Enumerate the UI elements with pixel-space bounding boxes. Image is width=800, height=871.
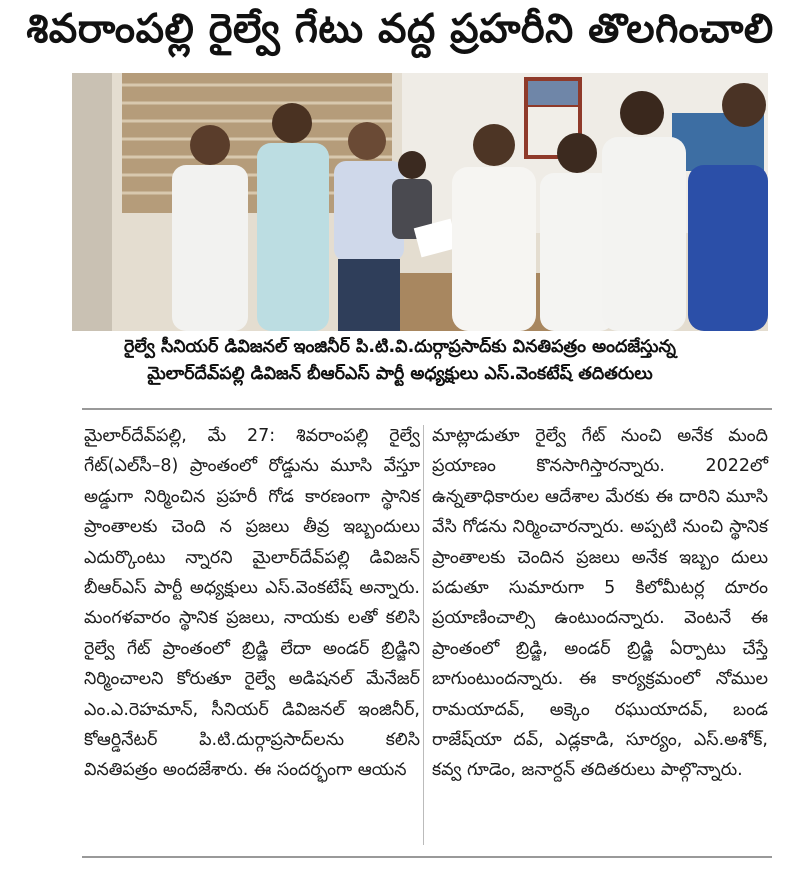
article-body-column-1: మైలార్‌దేవ్‌పల్లి, మే 27: శివరాంపల్లి రైల్వే గేట్(ఎల్‌సీ–8) ప్రాంతంలో రోడ్డును మూసి వేస్తూ అడ్డుగా నిర్మించిన ప్రహరీ గోడ కారణంగా స్థానిక ప్రాంతాలకు చెంది న ప్రజలు తీవ్ర ఇబ్బందులు ఎదుర్కొంటు న్నారని మైలార్‌దేవ్‌పల్లి డివిజన్ బీఆర్ఎస్ పార్టీ అధ్యక్షులు ఎస్.వెంకటేష్ అన్నారు. మంగళవారం స్థానిక ప్రజలు, నాయకు లతో కలిసి రైల్వే గేట్ ప్రాంతంలో బ్రిడ్జి లేదా అండర్ బ్రిడ్జిని నిర్మించాలని కోరుతూ రైల్వే అడిషనల్ మేనేజర్ ఎం.ఎ.రెహమాన్, సీనియర్ డివిజనల్ ఇంజినీర్, కోఆర్డినేటర్ పి.టి.దుర్గాప్రసాద్‌లను కలిసి వినతిపత్రం అందజేశారు. ఈ సందర్భంగా ఆయన xyxy=(84,426,420,781)
news-photo xyxy=(72,73,768,331)
photo-caption-line2: మైలార్‌దేవ్‌పల్లి డివిజన్ బీఆర్ఎస్ పార్టీ అధ్యక్షులు ఎస్.వెంకటేష్ తదితరులు xyxy=(147,364,653,384)
column-divider xyxy=(423,425,424,845)
caption-divider xyxy=(82,408,772,410)
news-photo-illustration xyxy=(72,73,768,331)
bottom-rule xyxy=(82,856,772,858)
article-body-column-2: మాట్లాడుతూ రైల్వే గేట్ నుంచి అనేక మంది ప్రయాణం కొనసాగిస్తారన్నారు. 2022లో ఉన్నతాధికారుల ఆదేశాల మేరకు ఈ దారిని మూసి వేసి గోడను నిర్మించారన్నారు. అప్పటి నుంచి స్థానిక ప్రాంతాలకు చెందిన ప్రజలు అనేక ఇబ్బం దులు పడుతూ సుమారుగా 5 కిలోమీటర్ల దూరం ప్రయాణించాల్సి ఉంటుందన్నారు. వెంటనే ఈ ప్రాంతంలో బ్రిడ్జి, అండర్ బ్రిడ్జి ఏర్పాటు చేస్తే బాగుంటుందన్నారు. ఈ కార్యక్రమంలో నోముల రామయాదవ్, అక్కెం రఘుయాదవ్, బండ రాజేష్‌యా దవ్, ఎడ్లకాడి, సూర్యం, ఎస్.అశోక్, కవ్వ గూడెం, జనార్దన్ తదితరులు పాల్గొన్నారు. xyxy=(432,426,768,781)
headline: శివరాంపల్లి రైల్వే గేటు వద్ద ప్రహరీని తొలగించాలి xyxy=(26,6,774,52)
photo-caption-line1: రైల్వే సీనియర్ డివిజనల్ ఇంజినీర్ పి.టి.వి.దుర్గాప్రసాద్‌కు వినతిపత్రం అందజేస్తున్న xyxy=(124,337,676,357)
article-column-1 xyxy=(84,421,420,786)
photo-caption xyxy=(0,334,800,388)
article-column-2 xyxy=(432,421,768,786)
